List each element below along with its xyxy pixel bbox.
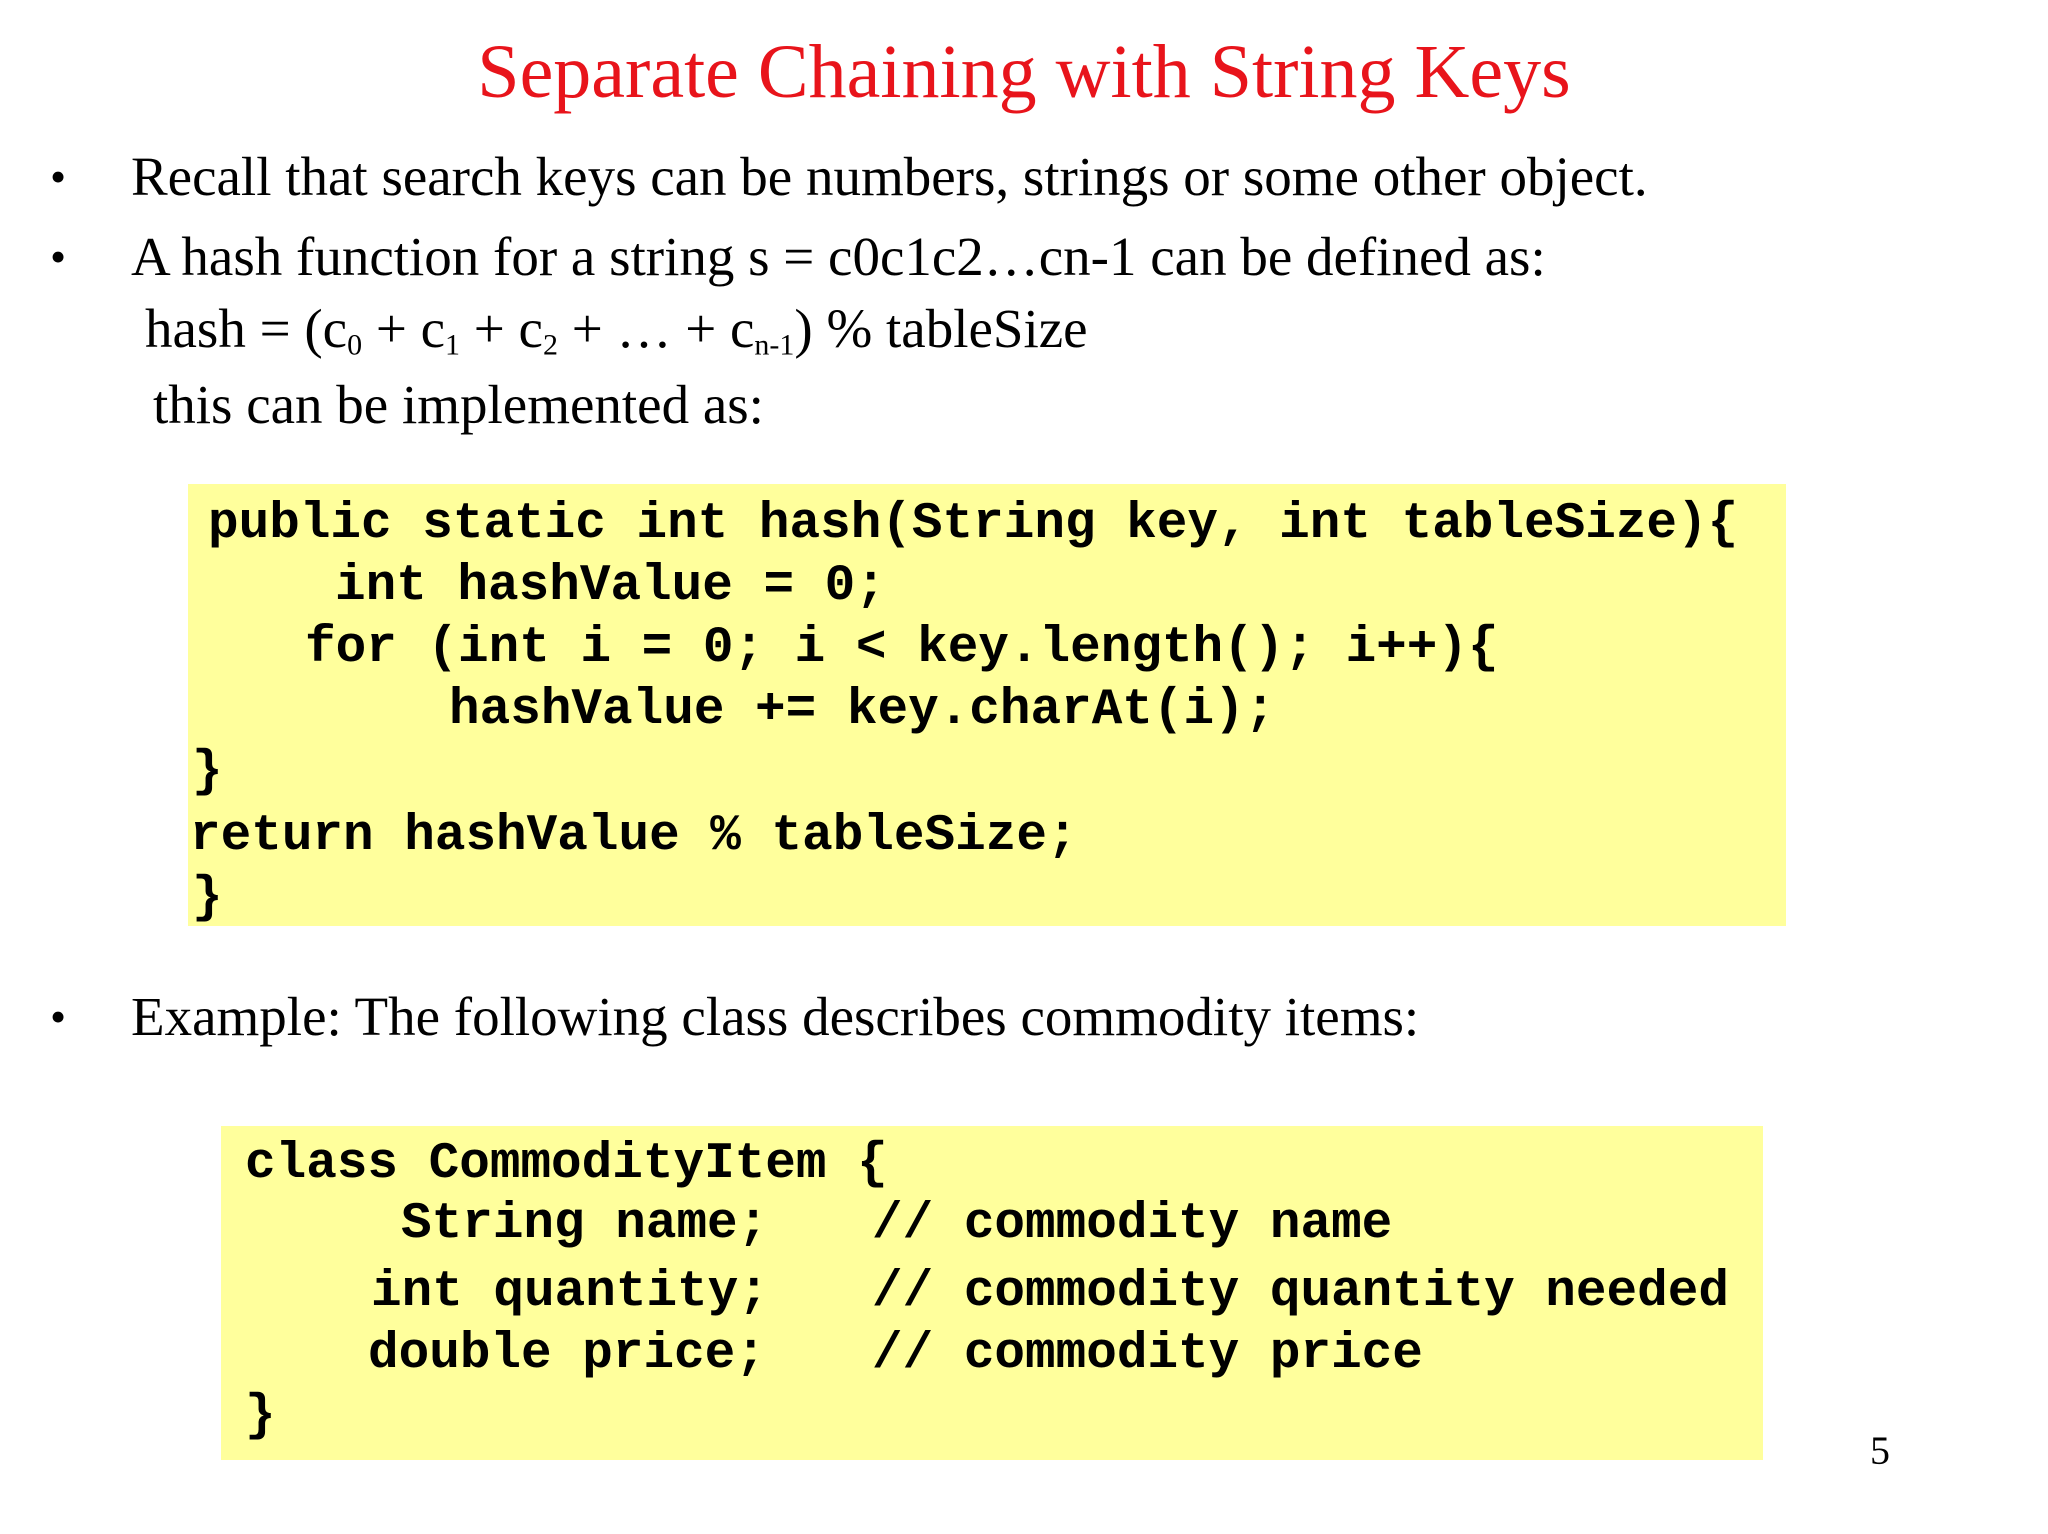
slide-title: Separate Chaining with String Keys [477,30,1571,114]
code-comment: // commodity price [872,1326,1423,1383]
code-line: } [245,1388,276,1445]
bullet-marker: • [50,151,67,202]
code-comment: // commodity name [872,1196,1393,1253]
bullet-marker: • [50,991,67,1042]
code-line: int quantity; [371,1264,769,1321]
class-code-block [221,1126,1763,1460]
code-comment: // commodity quantity needed [872,1264,1729,1321]
bullet-text: A hash function for a string s = c0c1c2…cn-1 can be defined as: [131,226,1546,287]
code-line: hashValue += key.charAt(i); [449,682,1276,739]
code-line: } [192,744,223,801]
code-line: String name; [401,1196,769,1253]
hash-code-block [188,484,1786,926]
bullet-text: Recall that search keys can be numbers, strings or some other object. [131,146,1648,207]
code-line: for (int i = 0; i < key.length(); i++){ [305,620,1499,677]
code-line: int hashValue = 0; [335,558,886,615]
code-line: public static int hash(String key, int tableSize){ [208,496,1739,553]
code-line: class CommodityItem { [245,1136,888,1193]
page-number: 5 [1870,1428,1890,1473]
code-line: } [192,870,223,927]
code-line: double price; [368,1326,766,1383]
bullet-text: Example: The following class describes commodity items: [131,986,1420,1047]
bullet-marker: • [50,231,67,282]
hash-formula: hash = ($c_0 + c_1 + c_2$ + … + $c_{n-1}$) % tableSize [145,298,1088,362]
implemented-as-line: this can be implemented as: [153,374,764,435]
code-line: return hashValue % tableSize; [190,808,1078,865]
